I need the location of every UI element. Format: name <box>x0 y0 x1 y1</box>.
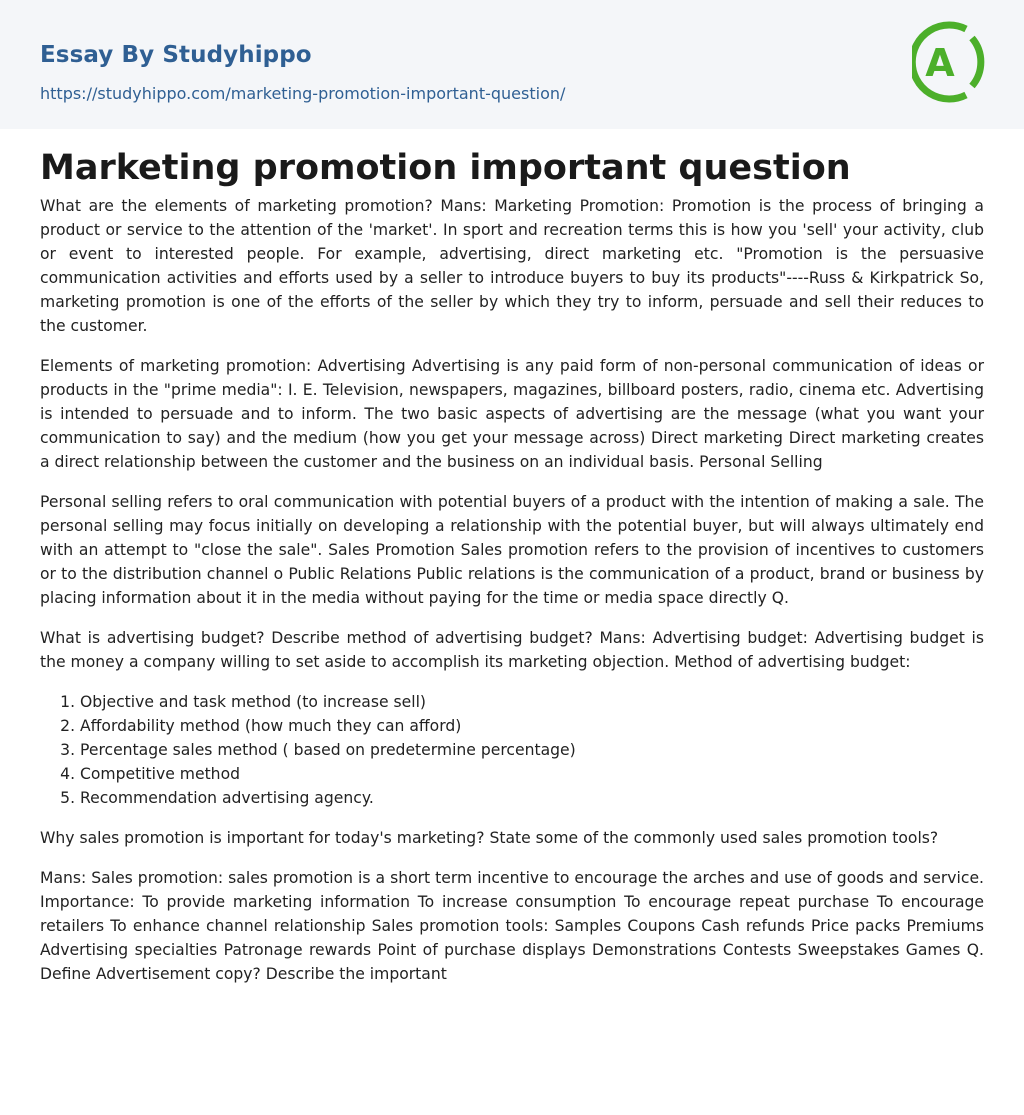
paragraph: Elements of marketing promotion: Advertising Advertising is any paid form of non-personal communication of ideas or products in the "prime media": I. E. Television, newspapers, magazines, billboard posters, radio, cinema etc. Advertising is intended to persuade and to inform. The two basic aspects of advertising are the message (what you want your communication to say) and the medium (how you get your message across) Direct marketing Direct marketing creates a direct relationship between the customer and the business on an individual basis. Personal Selling <box>40 357 984 471</box>
paragraph: Personal selling refers to oral communication with potential buyers of a product with the intention of making a sale. The personal selling may focus initially on developing a relationship with the potential buyer, but will always ultimately end with an attempt to "close the sale". Sales Promotion Sales promotion refers to the provision of incentives to customers or to the distribution channel o Public Relations Public relations is the communication of a product, brand or business by placing information about it in the media without paying for the time or media space directly Q. <box>40 493 984 607</box>
list-item: 1. Objective and task method (to increase sell) <box>80 690 984 714</box>
paragraph: Mans: Sales promotion: sales promotion is a short term incentive to encourage the arches and use of goods and service. Importance: To provide marketing information To increase consumption To encourage repeat purchase To encourage retailers To enhance channel relationship Sales promotion tools: Samples Coupons Cash refunds Price packs Premiums Advertising specialties Patronage rewards Point of purchase displays Demonstrations Contests Sweepstakes Games Q. Define Advertisement copy? Describe the important <box>40 869 984 983</box>
budget-method-list <box>40 690 984 810</box>
list-item: 5. Recommendation advertising agency. <box>80 786 984 810</box>
page-title: Marketing promotion important question <box>40 148 851 188</box>
article <box>0 129 1024 986</box>
paragraph: Why sales promotion is important for today's marketing? State some of the commonly used sales promotion tools? <box>40 829 939 847</box>
list-item: 2. Affordability method (how much they can afford) <box>80 714 984 738</box>
logo-letter: A <box>925 41 955 85</box>
studyhippo-logo-icon[interactable] <box>912 18 986 106</box>
paragraph: What are the elements of marketing promotion? Mans: Marketing Promotion: Promotion is the process of bringing a product or service to the attention of the 'market'. In sport and recreation terms this is how you 'sell' your activity, club or event to interested people. For example, advertising, direct marketing etc. "Promotion is the persuasive communication activities and efforts used by a seller to introduce buyers to buy its products"----Russ & Kirkpatrick So, marketing promotion is one of the efforts of the seller by which they try to inform, persuade and sell their reduces to the customer. <box>40 197 984 335</box>
page-url-link[interactable]: https://studyhippo.com/marketing-promotion-important-question/ <box>40 84 566 103</box>
list-item: 4. Competitive method <box>80 762 984 786</box>
paragraph: What is advertising budget? Describe method of advertising budget? Mans: Advertising budget: Advertising budget is the money a company willing to set aside to accomplish its marketing objection. Method of advertising budget: <box>40 629 984 671</box>
site-header <box>0 0 1024 129</box>
site-brand[interactable]: Essay By Studyhippo <box>40 42 312 68</box>
list-item: 3. Percentage sales method ( based on predetermine percentage) <box>80 738 984 762</box>
